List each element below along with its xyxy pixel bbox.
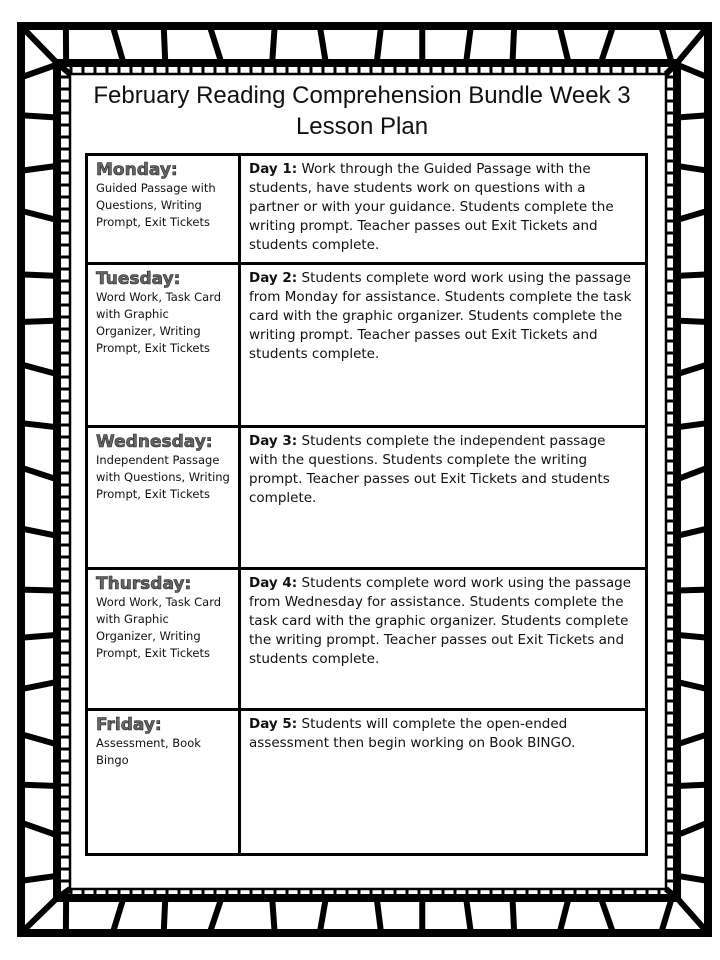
border-stroke [677, 321, 708, 322]
day-name: Thursday: [96, 574, 192, 594]
page-title [76, 80, 648, 142]
border-stroke [21, 635, 57, 638]
day-activities: Assessment, Book Bingo [96, 736, 201, 767]
border-stroke [21, 734, 57, 744]
border-stroke [560, 26, 569, 63]
plan-text: Students complete the independent passage with the questions. Students complete the writing prompt. Teacher passes out Exit Tickets and students complete. [249, 433, 610, 506]
border-stroke [320, 26, 326, 63]
day-name: Friday: [96, 715, 162, 735]
border-stroke [21, 590, 57, 591]
border-stroke [512, 26, 514, 63]
border-stroke [677, 115, 708, 117]
border-stroke [677, 211, 708, 220]
border-stroke [677, 166, 708, 171]
border-stroke [272, 26, 275, 63]
border-stroke [466, 898, 471, 933]
plan-cell [240, 569, 647, 710]
border-stroke [21, 274, 57, 276]
border-stroke [677, 423, 708, 427]
title-line-2: Lesson Plan [295, 113, 429, 140]
border-stroke [21, 211, 57, 220]
border-stroke [661, 26, 672, 63]
border-stroke [21, 898, 57, 933]
day-name: Monday: [96, 160, 178, 180]
plan-text: Students complete word work using the passage from Monday for assistance. Students complete the task card with the graphic organizer. Students complete the writing prompt. Teacher passes out Exit Tickets and students complete. [249, 270, 632, 362]
border-stroke [210, 26, 222, 63]
title-line-1: February Reading Comprehension Bundle Week 3 [93, 82, 631, 109]
border-stroke [677, 468, 708, 480]
border-stroke [677, 876, 708, 881]
table-row [87, 264, 647, 427]
border-stroke [21, 364, 57, 374]
border-stroke [677, 734, 708, 744]
day-label: Day 2: [249, 270, 298, 286]
day-label: Day 4: [249, 575, 298, 591]
day-activities: Guided Passage with Questions, Writing Prompt, Exit Tickets [96, 181, 216, 229]
table-row [87, 427, 647, 569]
day-cell [87, 569, 240, 710]
border-stroke [21, 785, 57, 786]
day-cell [87, 264, 240, 427]
border-stroke [377, 898, 381, 933]
border-stroke [512, 898, 514, 933]
border-stroke [21, 528, 57, 535]
border-stroke [601, 898, 613, 933]
table-row [87, 569, 647, 710]
day-activities: Word Work, Task Card with Graphic Organizer, Writing Prompt, Exit Tickets [96, 595, 222, 660]
border-stroke [164, 26, 166, 63]
plan-text: Work through the Guided Passage with the students, have students work on questions with a partner or with your guidance. Students complete the writing prompt. Teacher passes out Exit Tickets and students complete. [249, 161, 614, 253]
table-row [87, 155, 647, 264]
lesson-plan-table [85, 153, 648, 856]
border-stroke [677, 635, 708, 638]
border-stroke [21, 166, 57, 171]
plan-cell [240, 710, 647, 855]
day-name: Tuesday: [96, 269, 181, 289]
border-stroke [466, 26, 471, 63]
border-stroke [21, 115, 57, 117]
border-stroke [21, 682, 57, 689]
border-stroke [210, 898, 222, 933]
day-label: Day 5: [249, 716, 298, 732]
border-stroke [677, 590, 708, 591]
border-stroke [677, 364, 708, 374]
day-activities: Word Work, Task Card with Graphic Organizer, Writing Prompt, Exit Tickets [96, 290, 222, 355]
border-stroke [677, 528, 708, 535]
border-stroke [377, 26, 381, 63]
border-stroke [677, 823, 708, 836]
day-cell [87, 155, 240, 264]
border-stroke [21, 65, 57, 78]
day-label: Day 3: [249, 433, 298, 449]
border-stroke [21, 26, 57, 63]
border-stroke [113, 898, 124, 933]
table-row [87, 710, 647, 855]
day-cell [87, 710, 240, 855]
border-stroke [21, 468, 57, 480]
border-stroke [272, 898, 275, 933]
day-name: Wednesday: [96, 432, 213, 452]
border-stroke [677, 274, 708, 276]
border-stroke [21, 321, 57, 322]
plan-text: Students complete word work using the passage from Wednesday for assistance. Students complete the task card with the graphic organizer. Students complete the writing prompt. Teacher passes out Exit Tickets and students complete. [249, 575, 632, 667]
border-stroke [601, 26, 613, 63]
border-stroke [677, 898, 708, 933]
border-stroke [677, 682, 708, 689]
plan-cell [240, 264, 647, 427]
border-stroke [164, 898, 166, 933]
border-stroke [21, 876, 57, 881]
plan-cell [240, 155, 647, 264]
border-stroke [21, 823, 57, 836]
border-stroke [21, 423, 57, 427]
border-stroke [113, 26, 124, 63]
plan-text: Students will complete the open-ended assessment then begin working on Book BINGO. [249, 716, 576, 751]
day-cell [87, 427, 240, 569]
border-stroke [677, 65, 708, 78]
border-stroke [677, 785, 708, 786]
day-activities: Independent Passage with Questions, Writing Prompt, Exit Tickets [96, 453, 230, 501]
day-label: Day 1: [249, 161, 298, 177]
border-stroke [677, 26, 708, 63]
border-stroke [320, 898, 326, 933]
border-stroke [560, 898, 569, 933]
border-stroke [661, 898, 672, 933]
plan-cell [240, 427, 647, 569]
